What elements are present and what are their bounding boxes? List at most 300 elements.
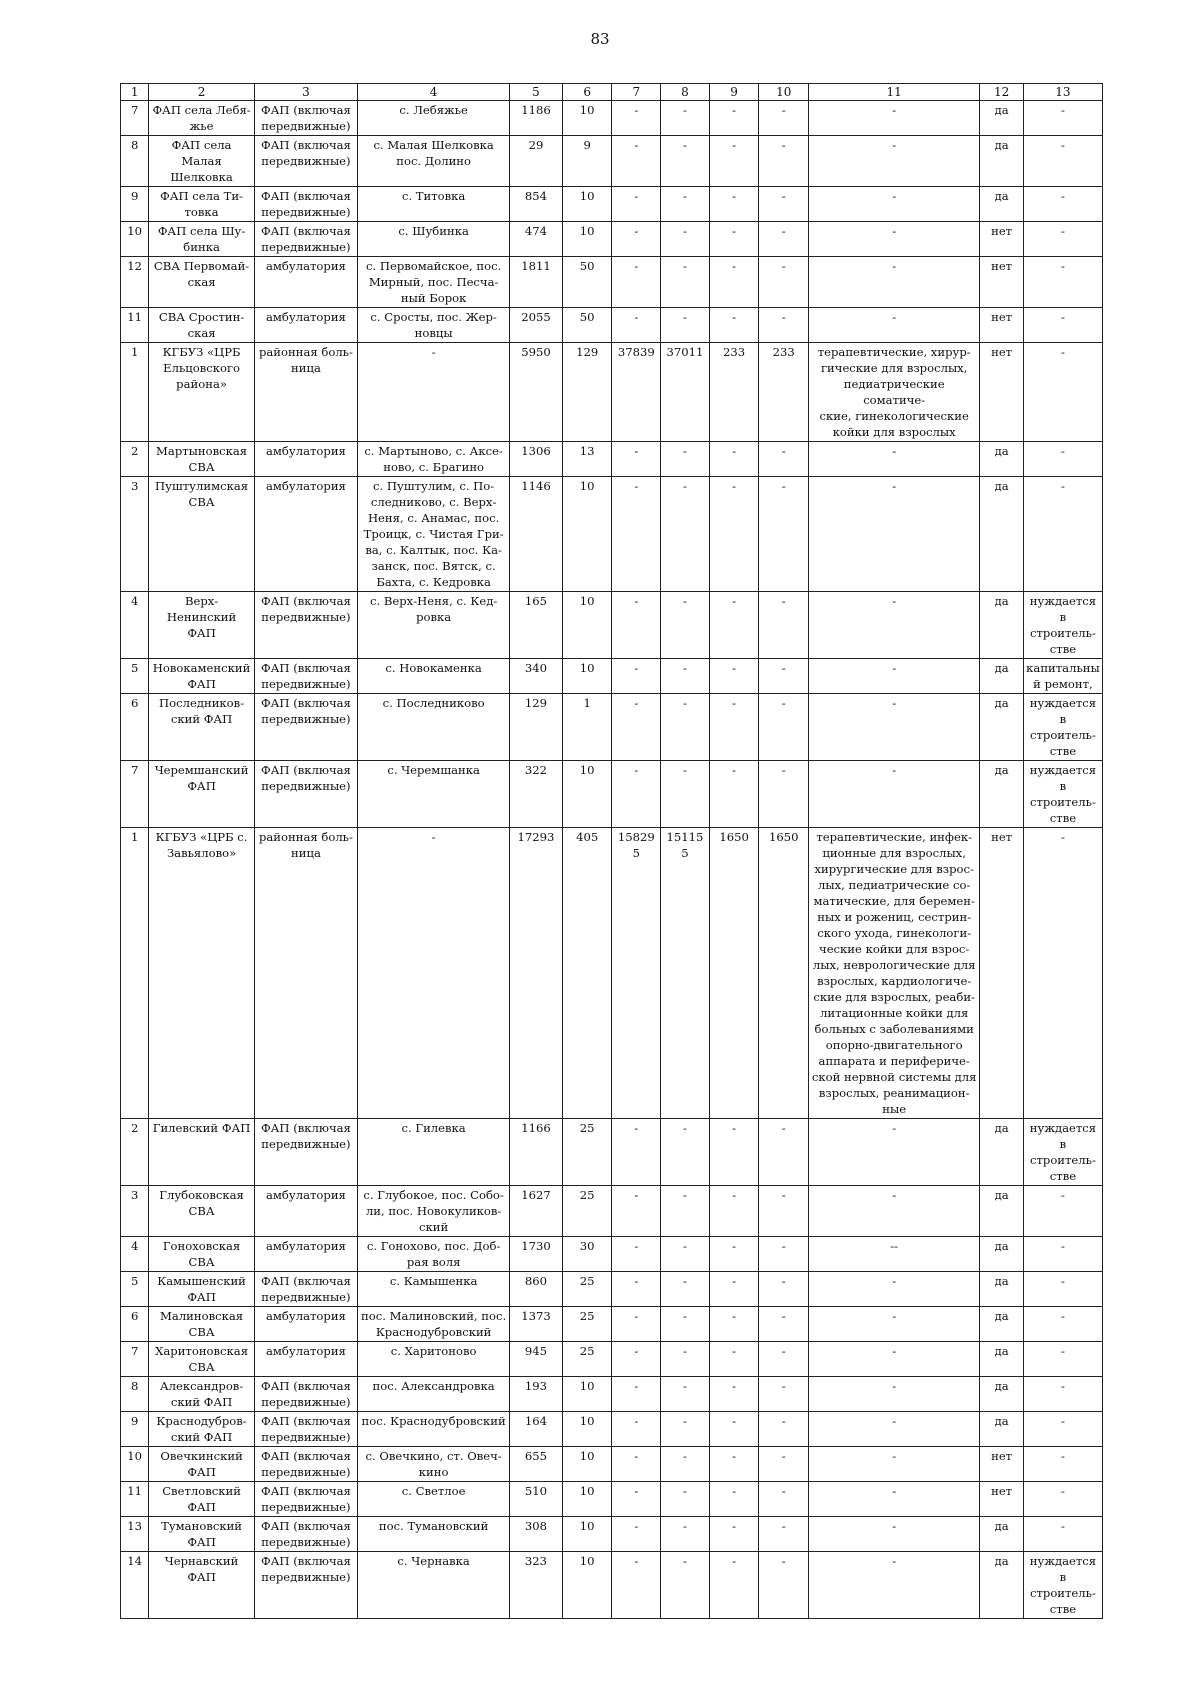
facility-name-cell: Новокаменский ФАП	[149, 659, 254, 694]
notes-cell: -	[1023, 1447, 1102, 1482]
value-cell: -	[759, 761, 809, 828]
facility-type-cell: амбулатория	[254, 1237, 357, 1272]
facilities-table	[120, 83, 1103, 1619]
settlements-cell: с. Малая Шелковка пос. Долино	[358, 136, 510, 187]
population-cell: 510	[510, 1482, 563, 1517]
facility-type-cell: ФАП (включая передвижные)	[254, 1482, 357, 1517]
population-cell: 165	[510, 592, 563, 659]
value-cell: -	[612, 1119, 661, 1186]
row-number-cell: 9	[121, 1412, 149, 1447]
notes-cell: -	[1023, 1482, 1102, 1517]
notes-cell: -	[1023, 1342, 1102, 1377]
value-cell: -	[759, 1482, 809, 1517]
bed-profiles-cell: -	[809, 136, 980, 187]
population-cell: 17293	[510, 828, 563, 1119]
value-cell: -	[612, 1272, 661, 1307]
population-cell: 1811	[510, 257, 563, 308]
row-number-cell: 3	[121, 1186, 149, 1237]
table-row	[121, 1412, 1103, 1447]
table-body	[121, 84, 1103, 1619]
value-cell: -	[661, 442, 710, 477]
facility-name-cell: ФАП села Малая Шелковка	[149, 136, 254, 187]
column-header: 13	[1023, 84, 1102, 101]
settlements-cell: с. Пуштулим, с. По- следниково, с. Верх- Неня, с. Анамас, пос. Троицк, с. Чистая Гри- ва, с. Калтык, пос. Ка- занск, пос. Вятск, с. Бахта, с. Кедровка	[358, 477, 510, 592]
population-cell: 945	[510, 1342, 563, 1377]
population-cell: 655	[510, 1447, 563, 1482]
table-row	[121, 477, 1103, 592]
value-cell: -	[612, 1482, 661, 1517]
facility-type-cell: ФАП (включая передвижные)	[254, 694, 357, 761]
facility-type-cell: ФАП (включая передвижные)	[254, 761, 357, 828]
facility-name-cell: Чернавский ФАП	[149, 1552, 254, 1619]
table-row	[121, 1552, 1103, 1619]
value-cell: -	[661, 1377, 710, 1412]
facility-type-cell: ФАП (включая передвижные)	[254, 1517, 357, 1552]
availability-cell: да	[980, 477, 1024, 592]
availability-cell: да	[980, 1517, 1024, 1552]
notes-cell: -	[1023, 477, 1102, 592]
settlements-cell: пос. Малиновский, пос. Краснодубровский	[358, 1307, 510, 1342]
settlements-cell: с. Черемшанка	[358, 761, 510, 828]
value-cell: -	[661, 1237, 710, 1272]
population-cell: 1166	[510, 1119, 563, 1186]
value-cell: -	[759, 1517, 809, 1552]
value-cell: -	[759, 442, 809, 477]
availability-cell: да	[980, 101, 1024, 136]
capacity-cell: 50	[562, 308, 612, 343]
value-cell: -	[759, 101, 809, 136]
row-number-cell: 10	[121, 1447, 149, 1482]
row-number-cell: 12	[121, 257, 149, 308]
bed-profiles-cell: -	[809, 101, 980, 136]
population-cell: 2055	[510, 308, 563, 343]
row-number-cell: 14	[121, 1552, 149, 1619]
page-number: 83	[590, 30, 610, 48]
notes-cell: -	[1023, 101, 1102, 136]
row-number-cell: 4	[121, 592, 149, 659]
availability-cell: да	[980, 1342, 1024, 1377]
value-cell: -	[709, 477, 759, 592]
population-cell: 1730	[510, 1237, 563, 1272]
facility-type-cell: ФАП (включая передвижные)	[254, 1377, 357, 1412]
capacity-cell: 10	[562, 659, 612, 694]
notes-cell: нуждается в строитель- стве	[1023, 592, 1102, 659]
population-cell: 322	[510, 761, 563, 828]
facility-name-cell: Малиновская СВА	[149, 1307, 254, 1342]
value-cell: -	[612, 442, 661, 477]
bed-profiles-cell: -	[809, 1272, 980, 1307]
notes-cell: -	[1023, 1377, 1102, 1412]
value-cell: -	[759, 477, 809, 592]
facility-name-cell: Верх-Ненинский ФАП	[149, 592, 254, 659]
bed-profiles-cell: терапевтические, инфек- ционные для взрослых, хирургические для взрос- лых, педиатрические со- матические, для беремен- ных и рожениц, сестрин- ского ухода, гинекологи- ческие койки для взрос- лых, неврологические для взрослых, кардиологиче- ские для взрослых, реаби- литационные койки для больных с заболеваниями опорно-двигательного аппарата и перифериче- ской нервной системы для взрослых, реанимацион- ные	[809, 828, 980, 1119]
notes-cell: -	[1023, 257, 1102, 308]
value-cell: -	[709, 761, 759, 828]
settlements-cell: с. Камышенка	[358, 1272, 510, 1307]
facility-type-cell: амбулатория	[254, 477, 357, 592]
value-cell: -	[612, 1237, 661, 1272]
capacity-cell: 10	[562, 187, 612, 222]
facility-name-cell: Харитоновская СВА	[149, 1342, 254, 1377]
value-cell: -	[709, 1237, 759, 1272]
table-row	[121, 442, 1103, 477]
bed-profiles-cell: -	[809, 761, 980, 828]
capacity-cell: 405	[562, 828, 612, 1119]
row-number-cell: 11	[121, 1482, 149, 1517]
value-cell: -	[661, 592, 710, 659]
value-cell: -	[612, 477, 661, 592]
population-cell: 1627	[510, 1186, 563, 1237]
value-cell: 151155	[661, 828, 710, 1119]
notes-cell: -	[1023, 442, 1102, 477]
value-cell: -	[661, 1482, 710, 1517]
row-number-cell: 6	[121, 1307, 149, 1342]
notes-cell: нуждается в строитель- стве	[1023, 1552, 1102, 1619]
capacity-cell: 1	[562, 694, 612, 761]
value-cell: -	[709, 694, 759, 761]
value-cell: -	[612, 257, 661, 308]
facility-name-cell: Гоноховская СВА	[149, 1237, 254, 1272]
value-cell: -	[661, 659, 710, 694]
capacity-cell: 25	[562, 1119, 612, 1186]
value-cell: -	[709, 1482, 759, 1517]
availability-cell: да	[980, 1307, 1024, 1342]
bed-profiles-cell: -	[809, 1517, 980, 1552]
value-cell: 37011	[661, 343, 710, 442]
value-cell: -	[612, 222, 661, 257]
value-cell: 37839	[612, 343, 661, 442]
availability-cell: да	[980, 1186, 1024, 1237]
row-number-cell: 6	[121, 694, 149, 761]
population-cell: 1306	[510, 442, 563, 477]
settlements-cell: пос. Краснодубровский	[358, 1412, 510, 1447]
value-cell: -	[709, 1377, 759, 1412]
facility-type-cell: амбулатория	[254, 442, 357, 477]
facility-type-cell: ФАП (включая передвижные)	[254, 101, 357, 136]
facility-name-cell: СВА Первомай- ская	[149, 257, 254, 308]
notes-cell: -	[1023, 1517, 1102, 1552]
availability-cell: да	[980, 1412, 1024, 1447]
facility-name-cell: Пуштулимская СВА	[149, 477, 254, 592]
facility-name-cell: КГБУЗ «ЦРБ Ельцовского района»	[149, 343, 254, 442]
capacity-cell: 25	[562, 1186, 612, 1237]
bed-profiles-cell: -	[809, 1482, 980, 1517]
facility-name-cell: Овечкинский ФАП	[149, 1447, 254, 1482]
value-cell: -	[709, 1447, 759, 1482]
column-header: 12	[980, 84, 1024, 101]
table-row	[121, 1482, 1103, 1517]
settlements-cell: с. Титовка	[358, 187, 510, 222]
population-cell: 340	[510, 659, 563, 694]
value-cell: -	[612, 1447, 661, 1482]
notes-cell: нуждается в строитель- стве	[1023, 1119, 1102, 1186]
column-header: 10	[759, 84, 809, 101]
settlements-cell: с. Сросты, пос. Жер- новцы	[358, 308, 510, 343]
bed-profiles-cell: -	[809, 222, 980, 257]
capacity-cell: 10	[562, 761, 612, 828]
row-number-cell: 11	[121, 308, 149, 343]
facility-type-cell: районная боль- ница	[254, 343, 357, 442]
value-cell: -	[759, 1272, 809, 1307]
table-row	[121, 761, 1103, 828]
bed-profiles-cell: -	[809, 187, 980, 222]
facility-name-cell: Гилевский ФАП	[149, 1119, 254, 1186]
value-cell: -	[612, 1412, 661, 1447]
value-cell: 158295	[612, 828, 661, 1119]
capacity-cell: 10	[562, 1447, 612, 1482]
notes-cell: -	[1023, 343, 1102, 442]
table-row	[121, 308, 1103, 343]
bed-profiles-cell: -	[809, 1377, 980, 1412]
settlements-cell: с. Чернавка	[358, 1552, 510, 1619]
value-cell: -	[709, 101, 759, 136]
notes-cell: -	[1023, 1412, 1102, 1447]
value-cell: -	[759, 222, 809, 257]
facility-name-cell: Краснодубров- ский ФАП	[149, 1412, 254, 1447]
table-row	[121, 1342, 1103, 1377]
availability-cell: нет	[980, 1447, 1024, 1482]
capacity-cell: 30	[562, 1237, 612, 1272]
table-row	[121, 1517, 1103, 1552]
population-cell: 193	[510, 1377, 563, 1412]
notes-cell: -	[1023, 136, 1102, 187]
availability-cell: нет	[980, 1482, 1024, 1517]
facility-name-cell: СВА Сростин- ская	[149, 308, 254, 343]
column-header: 8	[661, 84, 710, 101]
facility-name-cell: ФАП села Лебя- жье	[149, 101, 254, 136]
availability-cell: да	[980, 1377, 1024, 1412]
row-number-cell: 9	[121, 187, 149, 222]
value-cell: 1650	[759, 828, 809, 1119]
value-cell: -	[612, 101, 661, 136]
availability-cell: да	[980, 659, 1024, 694]
capacity-cell: 10	[562, 477, 612, 592]
notes-cell: -	[1023, 828, 1102, 1119]
value-cell: -	[612, 1186, 661, 1237]
capacity-cell: 10	[562, 1412, 612, 1447]
facility-name-cell: ФАП села Ти- товка	[149, 187, 254, 222]
availability-cell: да	[980, 1552, 1024, 1619]
value-cell: -	[709, 257, 759, 308]
table-row	[121, 828, 1103, 1119]
facility-name-cell: Светловский ФАП	[149, 1482, 254, 1517]
table-row	[121, 592, 1103, 659]
table-row	[121, 257, 1103, 308]
value-cell: -	[612, 308, 661, 343]
table-row	[121, 101, 1103, 136]
settlements-cell: с. Лебяжье	[358, 101, 510, 136]
facility-type-cell: амбулатория	[254, 308, 357, 343]
facility-name-cell: Последников- ский ФАП	[149, 694, 254, 761]
row-number-cell: 7	[121, 761, 149, 828]
value-cell: 233	[759, 343, 809, 442]
facility-type-cell: амбулатория	[254, 1307, 357, 1342]
value-cell: -	[661, 1412, 710, 1447]
availability-cell: да	[980, 442, 1024, 477]
table-row	[121, 187, 1103, 222]
row-number-cell: 3	[121, 477, 149, 592]
value-cell: -	[759, 1377, 809, 1412]
value-cell: -	[661, 477, 710, 592]
facility-name-cell: Глубоковская СВА	[149, 1186, 254, 1237]
value-cell: -	[759, 694, 809, 761]
bed-profiles-cell: -	[809, 257, 980, 308]
value-cell: -	[709, 1119, 759, 1186]
settlements-cell: с. Верх-Неня, с. Кед- ровка	[358, 592, 510, 659]
capacity-cell: 10	[562, 1517, 612, 1552]
column-header: 6	[562, 84, 612, 101]
facility-type-cell: ФАП (включая передвижные)	[254, 1272, 357, 1307]
value-cell: 1650	[709, 828, 759, 1119]
row-number-cell: 5	[121, 1272, 149, 1307]
value-cell: -	[759, 187, 809, 222]
value-cell: -	[759, 1412, 809, 1447]
capacity-cell: 13	[562, 442, 612, 477]
value-cell: -	[661, 1552, 710, 1619]
value-cell: -	[661, 308, 710, 343]
facility-name-cell: Александров- ский ФАП	[149, 1377, 254, 1412]
settlements-cell: с. Гилевка	[358, 1119, 510, 1186]
facility-type-cell: ФАП (включая передвижные)	[254, 222, 357, 257]
notes-cell: нуждается в строитель- стве	[1023, 761, 1102, 828]
bed-profiles-cell: -	[809, 1412, 980, 1447]
population-cell: 5950	[510, 343, 563, 442]
facility-type-cell: амбулатория	[254, 1342, 357, 1377]
facility-type-cell: амбулатория	[254, 1186, 357, 1237]
facility-type-cell: ФАП (включая передвижные)	[254, 1447, 357, 1482]
population-cell: 474	[510, 222, 563, 257]
value-cell: -	[759, 136, 809, 187]
population-cell: 854	[510, 187, 563, 222]
value-cell: -	[759, 308, 809, 343]
row-number-cell: 7	[121, 101, 149, 136]
value-cell: -	[759, 1342, 809, 1377]
column-header: 5	[510, 84, 563, 101]
value-cell: -	[709, 1552, 759, 1619]
settlements-cell: с. Первомайское, пос. Мирный, пос. Песча- ный Борок	[358, 257, 510, 308]
value-cell: -	[759, 592, 809, 659]
row-number-cell: 1	[121, 343, 149, 442]
capacity-cell: 10	[562, 222, 612, 257]
value-cell: -	[709, 1342, 759, 1377]
bed-profiles-cell: --	[809, 1237, 980, 1272]
settlements-cell: с. Новокаменка	[358, 659, 510, 694]
notes-cell: -	[1023, 308, 1102, 343]
availability-cell: нет	[980, 222, 1024, 257]
settlements-cell: пос. Тумановский	[358, 1517, 510, 1552]
bed-profiles-cell: -	[809, 592, 980, 659]
value-cell: -	[709, 1412, 759, 1447]
value-cell: -	[759, 1237, 809, 1272]
row-number-cell: 8	[121, 1377, 149, 1412]
row-number-cell: 5	[121, 659, 149, 694]
notes-cell: нуждается в строитель- стве	[1023, 694, 1102, 761]
availability-cell: да	[980, 592, 1024, 659]
value-cell: -	[612, 187, 661, 222]
column-header: 2	[149, 84, 254, 101]
column-header: 1	[121, 84, 149, 101]
capacity-cell: 50	[562, 257, 612, 308]
bed-profiles-cell: -	[809, 1186, 980, 1237]
facility-name-cell: Мартыновская СВА	[149, 442, 254, 477]
settlements-cell: с. Последниково	[358, 694, 510, 761]
value-cell: -	[612, 1552, 661, 1619]
value-cell: -	[612, 761, 661, 828]
value-cell: -	[709, 308, 759, 343]
value-cell: -	[661, 187, 710, 222]
table-row	[121, 1377, 1103, 1412]
capacity-cell: 10	[562, 1377, 612, 1412]
population-cell: 308	[510, 1517, 563, 1552]
settlements-cell: -	[358, 343, 510, 442]
settlements-cell: с. Овечкино, ст. Овеч- кино	[358, 1447, 510, 1482]
row-number-cell: 2	[121, 442, 149, 477]
value-cell: -	[709, 1517, 759, 1552]
capacity-cell: 129	[562, 343, 612, 442]
availability-cell: да	[980, 1119, 1024, 1186]
value-cell: -	[661, 257, 710, 308]
value-cell: -	[612, 136, 661, 187]
notes-cell: -	[1023, 187, 1102, 222]
value-cell: -	[759, 1119, 809, 1186]
settlements-cell: с. Шубинка	[358, 222, 510, 257]
facility-name-cell: Камышенский ФАП	[149, 1272, 254, 1307]
value-cell: -	[661, 1447, 710, 1482]
value-cell: -	[661, 694, 710, 761]
capacity-cell: 10	[562, 101, 612, 136]
settlements-cell: -	[358, 828, 510, 1119]
availability-cell: да	[980, 1272, 1024, 1307]
row-number-cell: 4	[121, 1237, 149, 1272]
value-cell: -	[612, 1307, 661, 1342]
value-cell: -	[709, 659, 759, 694]
facility-type-cell: амбулатория	[254, 257, 357, 308]
availability-cell: да	[980, 761, 1024, 828]
row-number-cell: 13	[121, 1517, 149, 1552]
population-cell: 29	[510, 136, 563, 187]
value-cell: -	[759, 1307, 809, 1342]
availability-cell: да	[980, 694, 1024, 761]
facility-name-cell: Тумановский ФАП	[149, 1517, 254, 1552]
population-cell: 129	[510, 694, 563, 761]
availability-cell: да	[980, 1237, 1024, 1272]
availability-cell: нет	[980, 343, 1024, 442]
bed-profiles-cell: -	[809, 694, 980, 761]
capacity-cell: 9	[562, 136, 612, 187]
availability-cell: нет	[980, 308, 1024, 343]
table-row	[121, 659, 1103, 694]
value-cell: 233	[709, 343, 759, 442]
population-cell: 323	[510, 1552, 563, 1619]
notes-cell: -	[1023, 1186, 1102, 1237]
value-cell: -	[759, 1447, 809, 1482]
row-number-cell: 7	[121, 1342, 149, 1377]
settlements-cell: с. Светлое	[358, 1482, 510, 1517]
column-header: 7	[612, 84, 661, 101]
table-row	[121, 1237, 1103, 1272]
column-header: 4	[358, 84, 510, 101]
value-cell: -	[709, 222, 759, 257]
value-cell: -	[612, 592, 661, 659]
availability-cell: да	[980, 136, 1024, 187]
settlements-cell: с. Гонохово, пос. Доб- рая воля	[358, 1237, 510, 1272]
table-row	[121, 694, 1103, 761]
facility-name-cell: Черемшанский ФАП	[149, 761, 254, 828]
bed-profiles-cell: -	[809, 1447, 980, 1482]
population-cell: 1146	[510, 477, 563, 592]
column-header: 9	[709, 84, 759, 101]
capacity-cell: 25	[562, 1307, 612, 1342]
